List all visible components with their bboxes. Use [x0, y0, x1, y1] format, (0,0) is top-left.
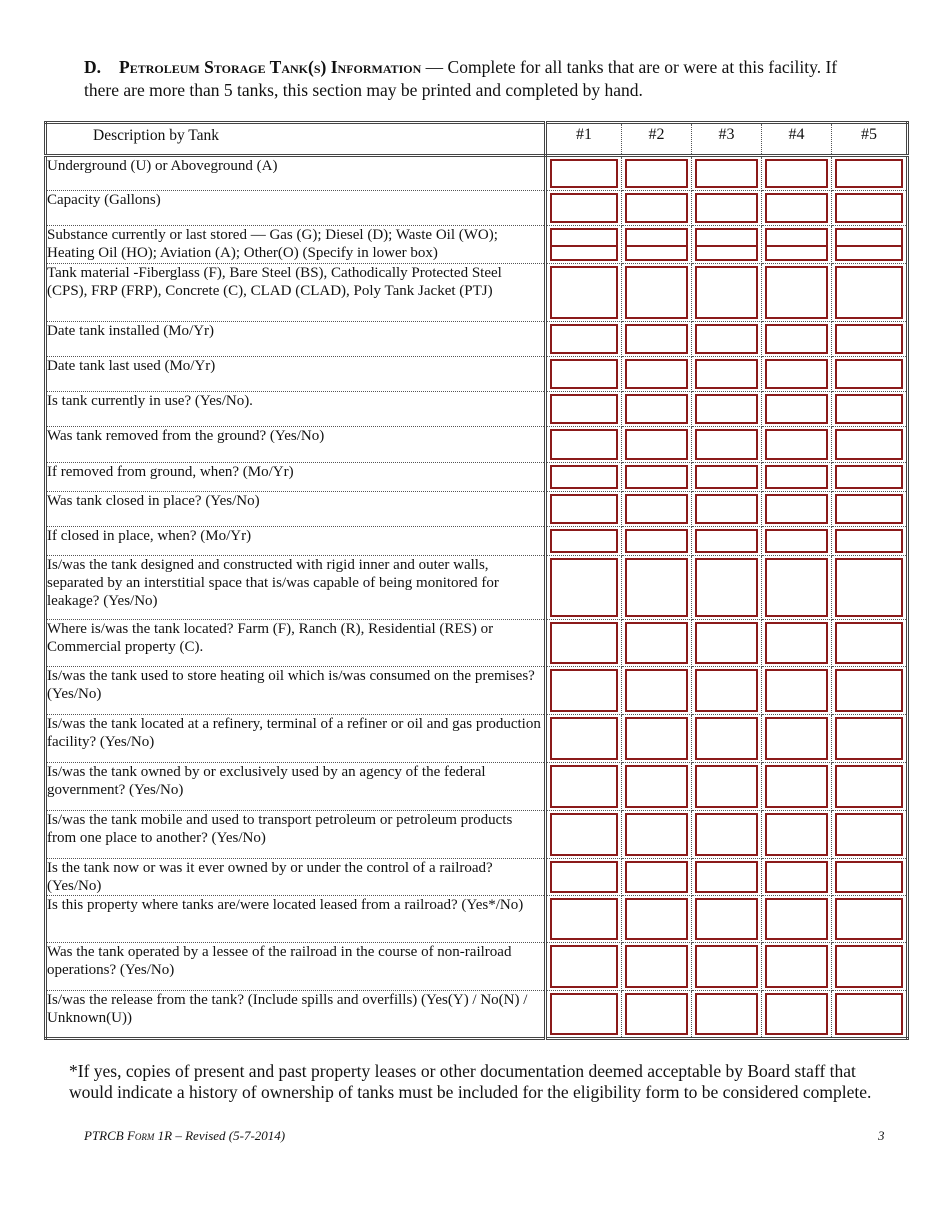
row-label: Is/was the tank located at a refinery, terminal of a refiner or oil and gas production facility? (Yes/No) — [46, 715, 546, 763]
tank-5-entry-box[interactable] — [835, 359, 903, 389]
tank-2-cell — [622, 991, 692, 1039]
tank-5-entry-box[interactable] — [835, 394, 903, 424]
tank-4-entry-box[interactable] — [765, 669, 828, 712]
tank-2-entry-box[interactable] — [625, 394, 688, 424]
tank-5-entry-box[interactable] — [835, 622, 903, 664]
tank-3-entry-box[interactable] — [695, 494, 758, 524]
tank-2-cell — [622, 556, 692, 620]
tank-4-entry-box[interactable] — [765, 717, 828, 760]
tank-4-cell — [762, 226, 832, 264]
tank-1-cell — [546, 527, 622, 556]
tank-5-cell — [832, 226, 908, 264]
tank-3-cell — [692, 322, 762, 357]
tank-1-entry-box[interactable] — [550, 993, 618, 1035]
tank-5-entry-box[interactable] — [835, 861, 903, 893]
section-heading — [84, 56, 874, 102]
tank-1-entry-box[interactable] — [550, 324, 618, 354]
tank-5-entry-box[interactable] — [835, 529, 903, 553]
tank-4-entry-box[interactable] — [765, 861, 828, 893]
tank-2-entry-box[interactable] — [625, 465, 688, 489]
row-label: Is/was the tank used to store heating oil which is/was consumed on the premises? (Yes/No) — [46, 667, 546, 715]
tank-4-entry-box[interactable] — [765, 429, 828, 460]
tank-4-cell — [762, 715, 832, 763]
tank-1-entry-box[interactable] — [550, 529, 618, 553]
tank-4-entry-box[interactable] — [765, 898, 828, 940]
tank-5-entry-box[interactable] — [835, 266, 903, 319]
tank-1-cell — [546, 991, 622, 1039]
tank-1-entry-box[interactable] — [550, 465, 618, 489]
table-row — [46, 427, 908, 463]
tank-3-cell — [692, 156, 762, 191]
tank-info-table — [44, 121, 909, 1040]
form-name: PTRCB Form 1R — [84, 1128, 173, 1143]
tank-2-cell — [622, 763, 692, 811]
tank-2-cell — [622, 357, 692, 392]
tank-2-cell — [622, 463, 692, 492]
tank-2-entry-box[interactable] — [625, 193, 688, 223]
tank-3-entry-box[interactable] — [695, 529, 758, 553]
tank-2-entry-box[interactable] — [625, 324, 688, 354]
tank-5-entry-box[interactable] — [835, 429, 903, 460]
tank-1-cell — [546, 620, 622, 667]
tank-3-entry-box[interactable] — [695, 558, 758, 617]
tank-5-cell — [832, 322, 908, 357]
tank-2-cell — [622, 859, 692, 896]
row-label: If closed in place, when? (Mo/Yr) — [46, 527, 546, 556]
tank-header-3: #3 — [692, 123, 762, 156]
tank-4-cell — [762, 991, 832, 1039]
tank-3-entry-box[interactable] — [695, 717, 758, 760]
tank-4-entry-box[interactable] — [765, 193, 828, 223]
tank-2-entry-box[interactable] — [625, 494, 688, 524]
tank-2-cell — [622, 492, 692, 527]
tank-5-entry-box[interactable] — [835, 159, 903, 188]
tank-2-cell — [622, 943, 692, 991]
tank-2-cell — [622, 811, 692, 859]
tank-5-entry-box[interactable] — [835, 945, 903, 988]
tank-5-cell — [832, 859, 908, 896]
tank-3-cell — [692, 226, 762, 264]
tank-4-entry-box[interactable] — [765, 159, 828, 188]
tank-1-cell — [546, 392, 622, 427]
table-row — [46, 763, 908, 811]
tank-1-entry-box[interactable] — [550, 813, 618, 856]
tank-2-entry-box[interactable] — [625, 529, 688, 553]
tank-3-cell — [692, 667, 762, 715]
tank-2-entry-box[interactable] — [625, 765, 688, 808]
tank-5-cell — [832, 763, 908, 811]
row-label: Tank material -Fiberglass (F), Bare Steel (BS), Cathodically Protected Steel (CPS), FRP (FRP), Concrete (C), CLAD (CLAD), Poly Tank Jacket (PTJ) — [46, 264, 546, 322]
tank-4-entry-box[interactable] — [765, 622, 828, 664]
tank-5-entry-box[interactable] — [835, 558, 903, 617]
tank-3-cell — [692, 715, 762, 763]
tank-2-cell — [622, 527, 692, 556]
tank-4-cell — [762, 763, 832, 811]
tank-2-entry-box[interactable] — [625, 159, 688, 188]
tank-2-entry-box[interactable] — [625, 717, 688, 760]
row-label: Where is/was the tank located? Farm (F), Ranch (R), Residential (RES) or Commercial property (C). — [46, 620, 546, 667]
tank-3-entry-box[interactable] — [695, 193, 758, 223]
row-label: Is/was the tank designed and constructed with rigid inner and outer walls, separated by an interstitial space that is/was capable of being monitored for leakage? (Yes/No) — [46, 556, 546, 620]
row-label: Is/was the release from the tank? (Include spills and overfills) (Yes(Y) / No(N) / Unknown(U)) — [46, 991, 546, 1039]
tank-4-entry-box[interactable] — [765, 765, 828, 808]
tank-1-entry-box[interactable] — [550, 394, 618, 424]
tank-3-entry-box[interactable] — [695, 898, 758, 940]
tank-header-5: #5 — [832, 123, 908, 156]
tank-3-cell — [692, 463, 762, 492]
tank-4-cell — [762, 264, 832, 322]
tank-4-cell — [762, 322, 832, 357]
tank-3-cell — [692, 191, 762, 226]
tank-5-entry-box[interactable] — [835, 813, 903, 856]
table-row — [46, 392, 908, 427]
tank-5-cell — [832, 427, 908, 463]
tank-3-cell — [692, 392, 762, 427]
tank-3-entry-box[interactable] — [695, 394, 758, 424]
tank-1-cell — [546, 811, 622, 859]
table-row — [46, 859, 908, 896]
row-label: Underground (U) or Aboveground (A) — [46, 156, 546, 191]
tank-2-cell — [622, 226, 692, 264]
tank-1-cell — [546, 191, 622, 226]
tank-1-cell — [546, 763, 622, 811]
tank-1-entry-box[interactable] — [550, 861, 618, 893]
section-title: Petroleum Storage Tank(s) Information — [119, 57, 422, 77]
tank-1-entry-box[interactable] — [550, 945, 618, 988]
section-letter: D. — [84, 57, 102, 77]
tank-2-cell — [622, 667, 692, 715]
tank-2-cell — [622, 191, 692, 226]
tank-3-entry-box[interactable] — [695, 228, 758, 261]
tank-3-cell — [692, 620, 762, 667]
table-row — [46, 264, 908, 322]
desc-header: Description by Tank — [46, 123, 546, 156]
tank-3-cell — [692, 492, 762, 527]
tank-3-entry-box[interactable] — [695, 861, 758, 893]
tank-5-cell — [832, 527, 908, 556]
tank-3-cell — [692, 991, 762, 1039]
tank-1-cell — [546, 896, 622, 943]
tank-5-cell — [832, 191, 908, 226]
tank-header-1: #1 — [546, 123, 622, 156]
tank-5-cell — [832, 392, 908, 427]
tank-3-entry-box[interactable] — [695, 324, 758, 354]
tank-4-entry-box[interactable] — [765, 558, 828, 617]
row-label: Was the tank operated by a lessee of the railroad in the course of non-railroad operations? (Yes/No) — [46, 943, 546, 991]
tank-1-entry-box[interactable] — [550, 429, 618, 460]
tank-4-cell — [762, 859, 832, 896]
tank-2-entry-box[interactable] — [625, 813, 688, 856]
table-row — [46, 896, 908, 943]
tank-1-entry-box[interactable] — [550, 494, 618, 524]
table-row — [46, 620, 908, 667]
tank-3-cell — [692, 264, 762, 322]
tank-4-entry-box[interactable] — [765, 394, 828, 424]
tank-2-entry-box[interactable] — [625, 898, 688, 940]
table-row — [46, 322, 908, 357]
row-label: Was tank closed in place? (Yes/No) — [46, 492, 546, 527]
row-label: Date tank installed (Mo/Yr) — [46, 322, 546, 357]
table-row — [46, 527, 908, 556]
tank-2-entry-box[interactable] — [625, 429, 688, 460]
table-row — [46, 492, 908, 527]
tank-1-cell — [546, 667, 622, 715]
tank-5-cell — [832, 556, 908, 620]
tank-3-cell — [692, 763, 762, 811]
tank-2-cell — [622, 264, 692, 322]
tank-5-cell — [832, 264, 908, 322]
tank-1-cell — [546, 943, 622, 991]
tank-2-cell — [622, 427, 692, 463]
row-label: Is/was the tank owned by or exclusively used by an agency of the federal government? (Yes/No) — [46, 763, 546, 811]
tank-5-entry-box[interactable] — [835, 228, 903, 261]
tank-2-cell — [622, 392, 692, 427]
tank-5-cell — [832, 357, 908, 392]
tank-3-entry-box[interactable] — [695, 813, 758, 856]
tank-2-entry-box[interactable] — [625, 558, 688, 617]
tank-2-entry-box[interactable] — [625, 266, 688, 319]
table-row — [46, 226, 908, 264]
tank-1-entry-box[interactable] — [550, 669, 618, 712]
tank-2-entry-box[interactable] — [625, 669, 688, 712]
tank-3-entry-box[interactable] — [695, 359, 758, 389]
tank-4-cell — [762, 811, 832, 859]
tank-4-entry-box[interactable] — [765, 266, 828, 319]
tank-2-entry-box[interactable] — [625, 228, 688, 261]
tank-1-cell — [546, 264, 622, 322]
tank-1-cell — [546, 322, 622, 357]
tank-5-cell — [832, 943, 908, 991]
table-row — [46, 357, 908, 392]
tank-1-cell — [546, 463, 622, 492]
tank-4-cell — [762, 156, 832, 191]
tank-1-entry-box[interactable] — [550, 717, 618, 760]
row-label: Was tank removed from the ground? (Yes/No) — [46, 427, 546, 463]
tank-5-entry-box[interactable] — [835, 717, 903, 760]
table-row — [46, 811, 908, 859]
row-label: Capacity (Gallons) — [46, 191, 546, 226]
tank-1-entry-box[interactable] — [550, 359, 618, 389]
row-label: Substance currently or last stored — Gas (G); Diesel (D); Waste Oil (WO); Heating Oil (HO); Aviation (A); Other(O) (Specify in lower box) — [46, 226, 546, 264]
table-row — [46, 463, 908, 492]
tank-2-cell — [622, 156, 692, 191]
page-number: 3 — [878, 1128, 885, 1143]
footnote: *If yes, copies of present and past property leases or other documentation deemed acceptable by Board staff that would indicate a history of ownership of tanks must be included for the eligibility form to be considered complete. — [69, 1061, 872, 1102]
tank-3-cell — [692, 357, 762, 392]
tank-4-cell — [762, 492, 832, 527]
tank-4-cell — [762, 556, 832, 620]
tank-5-entry-box[interactable] — [835, 193, 903, 223]
section-intro: — Complete for all tanks that are or were at this facility. If there are more than 5 tanks, this section may be printed and completed by hand. — [84, 57, 838, 100]
tank-3-cell — [692, 527, 762, 556]
table-row — [46, 715, 908, 763]
tank-2-entry-box[interactable] — [625, 622, 688, 664]
tank-3-cell — [692, 556, 762, 620]
tank-1-entry-box[interactable] — [550, 622, 618, 664]
tank-1-entry-box[interactable] — [550, 193, 618, 223]
table-row — [46, 991, 908, 1039]
tank-1-entry-box[interactable] — [550, 558, 618, 617]
tank-2-entry-box[interactable] — [625, 861, 688, 893]
form-footer — [84, 1128, 285, 1144]
tank-3-entry-box[interactable] — [695, 669, 758, 712]
tank-2-cell — [622, 322, 692, 357]
tank-5-cell — [832, 715, 908, 763]
tank-4-entry-box[interactable] — [765, 324, 828, 354]
tank-1-entry-box[interactable] — [550, 765, 618, 808]
table-row — [46, 943, 908, 991]
tank-5-entry-box[interactable] — [835, 494, 903, 524]
tank-4-entry-box[interactable] — [765, 945, 828, 988]
tank-1-cell — [546, 156, 622, 191]
tank-4-entry-box[interactable] — [765, 529, 828, 553]
tank-4-entry-box[interactable] — [765, 993, 828, 1035]
tank-5-cell — [832, 620, 908, 667]
tank-1-cell — [546, 226, 622, 264]
tank-1-cell — [546, 427, 622, 463]
tank-2-cell — [622, 620, 692, 667]
tank-4-entry-box[interactable] — [765, 494, 828, 524]
table-row — [46, 556, 908, 620]
tank-5-cell — [832, 896, 908, 943]
tank-3-cell — [692, 896, 762, 943]
tank-5-entry-box[interactable] — [835, 898, 903, 940]
tank-5-cell — [832, 492, 908, 527]
tank-4-cell — [762, 392, 832, 427]
tank-3-entry-box[interactable] — [695, 993, 758, 1035]
tank-1-cell — [546, 492, 622, 527]
tank-3-cell — [692, 943, 762, 991]
tank-3-entry-box[interactable] — [695, 429, 758, 460]
table-header-row — [46, 123, 908, 156]
row-label: Is the tank now or was it ever owned by or under the control of a railroad? (Yes/No) — [46, 859, 546, 896]
tank-5-entry-box[interactable] — [835, 993, 903, 1035]
tank-1-cell — [546, 715, 622, 763]
tank-4-entry-box[interactable] — [765, 228, 828, 261]
tank-5-cell — [832, 811, 908, 859]
tank-3-entry-box[interactable] — [695, 622, 758, 664]
tank-4-cell — [762, 357, 832, 392]
row-label: Is tank currently in use? (Yes/No). — [46, 392, 546, 427]
tank-2-cell — [622, 715, 692, 763]
tank-5-cell — [832, 156, 908, 191]
tank-4-cell — [762, 667, 832, 715]
tank-5-cell — [832, 667, 908, 715]
row-label: If removed from ground, when? (Mo/Yr) — [46, 463, 546, 492]
tank-3-cell — [692, 427, 762, 463]
tank-2-entry-box[interactable] — [625, 359, 688, 389]
tank-4-cell — [762, 191, 832, 226]
tank-2-cell — [622, 896, 692, 943]
tank-3-entry-box[interactable] — [695, 945, 758, 988]
tank-4-cell — [762, 943, 832, 991]
table-row — [46, 156, 908, 191]
tank-3-entry-box[interactable] — [695, 266, 758, 319]
tank-3-cell — [692, 859, 762, 896]
tank-3-entry-box[interactable] — [695, 765, 758, 808]
tank-4-cell — [762, 463, 832, 492]
tank-header-2: #2 — [622, 123, 692, 156]
tank-4-cell — [762, 527, 832, 556]
tank-4-cell — [762, 620, 832, 667]
row-label: Is this property where tanks are/were located leased from a railroad? (Yes*/No) — [46, 896, 546, 943]
tank-2-entry-box[interactable] — [625, 993, 688, 1035]
tank-3-cell — [692, 811, 762, 859]
tank-1-entry-box[interactable] — [550, 159, 618, 188]
tank-4-entry-box[interactable] — [765, 813, 828, 856]
tank-4-cell — [762, 896, 832, 943]
tank-5-entry-box[interactable] — [835, 669, 903, 712]
tank-4-entry-box[interactable] — [765, 465, 828, 489]
tank-3-entry-box[interactable] — [695, 465, 758, 489]
tank-1-entry-box[interactable] — [550, 898, 618, 940]
table-row — [46, 191, 908, 226]
tank-2-entry-box[interactable] — [625, 945, 688, 988]
tank-1-cell — [546, 556, 622, 620]
tank-5-cell — [832, 991, 908, 1039]
tank-1-cell — [546, 859, 622, 896]
tank-header-4: #4 — [762, 123, 832, 156]
row-label: Date tank last used (Mo/Yr) — [46, 357, 546, 392]
form-revision: – Revised (5-7-2014) — [172, 1128, 286, 1143]
tank-1-entry-box[interactable] — [550, 228, 618, 261]
tank-5-cell — [832, 463, 908, 492]
tank-5-entry-box[interactable] — [835, 324, 903, 354]
tank-1-cell — [546, 357, 622, 392]
tank-4-entry-box[interactable] — [765, 359, 828, 389]
tank-5-entry-box[interactable] — [835, 765, 903, 808]
tank-4-cell — [762, 427, 832, 463]
tank-5-entry-box[interactable] — [835, 465, 903, 489]
table-row — [46, 667, 908, 715]
tank-3-entry-box[interactable] — [695, 159, 758, 188]
tank-1-entry-box[interactable] — [550, 266, 618, 319]
row-label: Is/was the tank mobile and used to transport petroleum or petroleum products from one place to another? (Yes/No) — [46, 811, 546, 859]
